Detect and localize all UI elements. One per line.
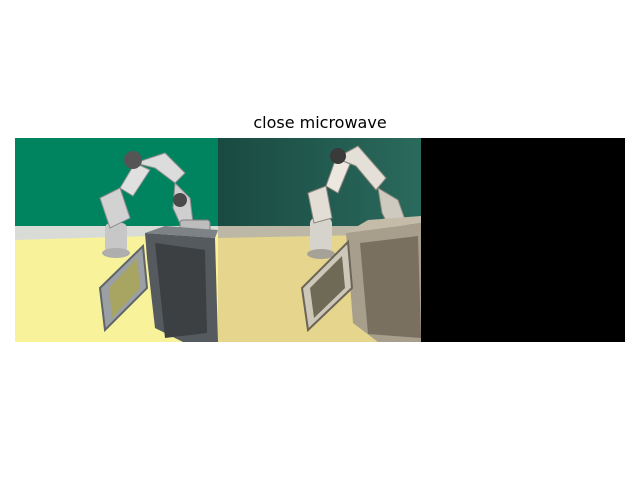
empty-frame (421, 138, 625, 342)
blank-black-image (421, 138, 625, 342)
robot-arm-microwave-sim-image (15, 138, 218, 342)
figure-title: close microwave (253, 113, 387, 132)
real-frame (218, 138, 421, 342)
image-strip (15, 138, 625, 342)
robot-arm-microwave-real-image (218, 138, 421, 342)
simulation-frame (15, 138, 218, 342)
